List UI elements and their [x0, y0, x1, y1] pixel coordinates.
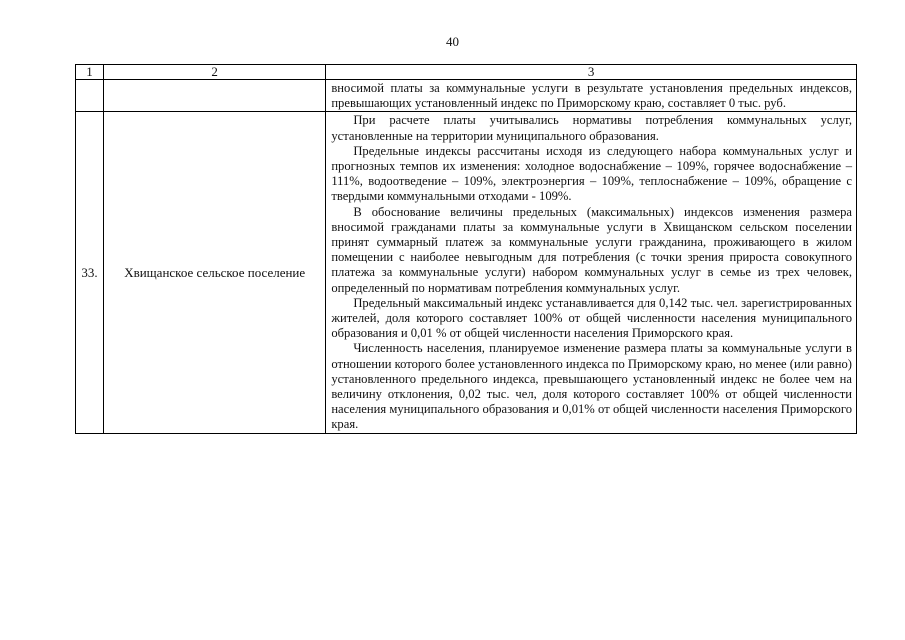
- row-number-cell: 33.: [76, 112, 104, 433]
- column-header-1: 1: [76, 65, 104, 80]
- description-cell: [326, 80, 857, 112]
- table-row-33: [76, 112, 857, 433]
- description-paragraph: вносимой платы за коммунальные услуги в результате установления предельных индексов, превышающих установленный индекс по Приморскому краю, составляет 0 тыс. руб.: [331, 81, 852, 111]
- column-header-2: 2: [104, 65, 326, 80]
- document-table: [75, 64, 857, 434]
- description-paragraph: В обоснование величины предельных (максимальных) индексов изменения размера вносимой гражданами платы за коммунальные услуги в Хвищанском сельском поселении принят суммарный платеж за коммунальные услуги гражданина, проживающего в жилом помещении с наиболее невыгодным для потребления (с точки зрения прироста совокупного платежа за коммунальные услуги) набором коммунальных услуг в семье из трех человек, определенный по нормативам потребления коммунальных услуг.: [331, 204, 852, 295]
- row-number-cell: [76, 80, 104, 112]
- page-number: 40: [446, 34, 459, 49]
- description-paragraph: Предельные индексы рассчитаны исходя из следующего набора коммунальных услуг и прогнозных темпов их изменения: холодное водоснабжение – 109%, горячее водоснабжение – 111%, водоотведение – 109%, электроэнергия – 109%, теплоснабжение – 109%, обращение с твердыми коммунальными отходами - 109%.: [331, 143, 852, 204]
- settlement-name-cell: [104, 80, 326, 112]
- settlement-name-cell: Хвищанское сельское поселение: [104, 112, 326, 433]
- table-row-continuation: [76, 80, 857, 112]
- column-header-3: 3: [326, 65, 857, 80]
- description-paragraph: Численность населения, планируемое изменение размера платы за коммунальные услуги в отношении которого более установленного индекса по Приморскому краю, но менее (или равно) установленного предельного индекса, превышающего установленный индекс не более чем на величину отклонения, 0,02 тыс. чел, доля которого составляет 100% от общей численности населения муниципального образования и 0,01% от общей численности населения Приморского края.: [331, 341, 852, 432]
- description-paragraph: Предельный максимальный индекс устанавливается для 0,142 тыс. чел. зарегистрированных жителей, доля которого составляет 100% от общей численности населения муниципального образования и 0,01 % от общей численности населения Приморского края.: [331, 295, 852, 341]
- description-paragraph: При расчете платы учитывались нормативы потребления коммунальных услуг, установленные на территории муниципального образования.: [331, 113, 852, 143]
- table-header-row: [76, 65, 857, 80]
- description-cell: [326, 112, 857, 433]
